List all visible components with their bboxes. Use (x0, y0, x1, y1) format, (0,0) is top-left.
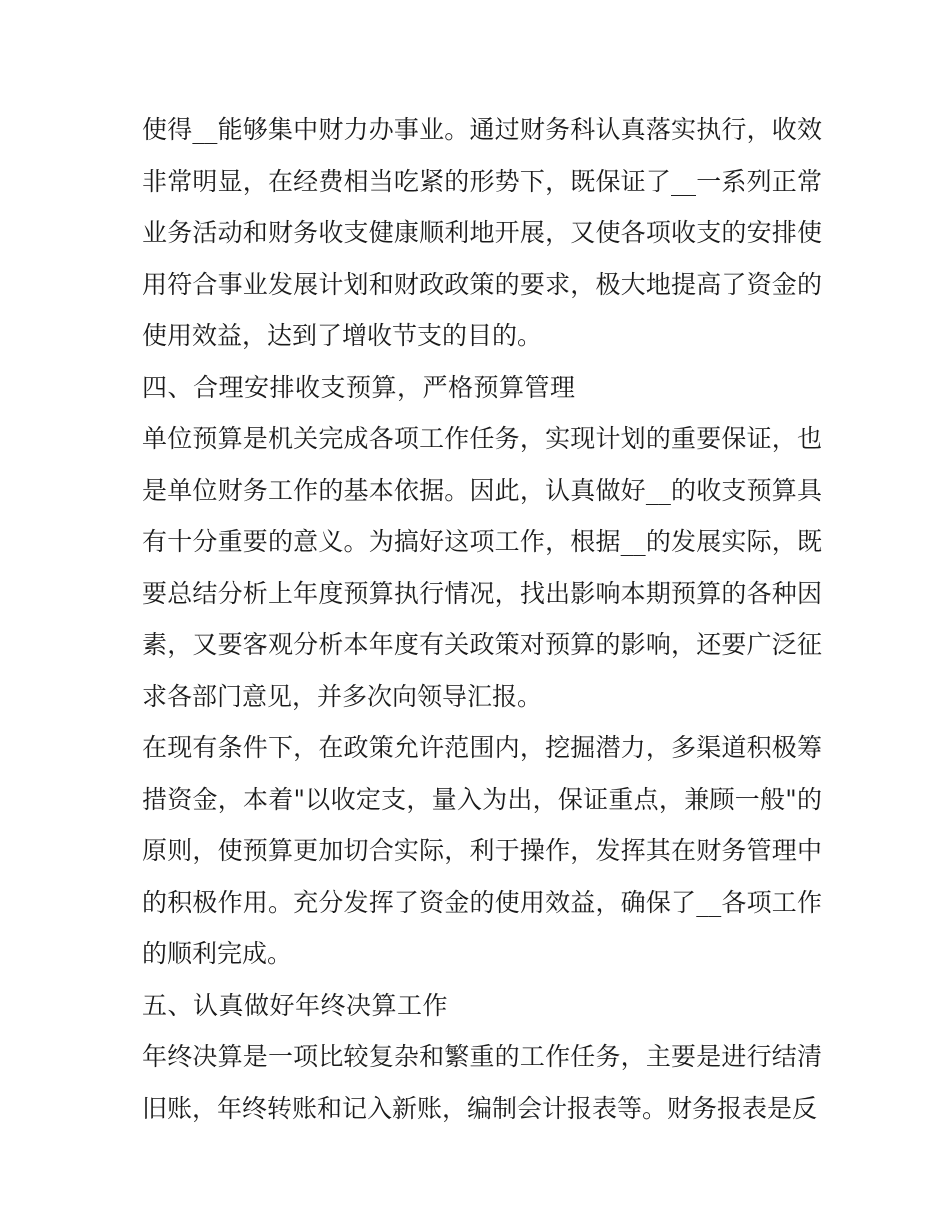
section-heading-budget: 四、合理安排收支预算，严格预算管理 (142, 372, 576, 402)
paragraph-unit-budget: 单位预算是机关完成各项工作任务，实现计划的重要保证，也是单位财务工作的基本依据。因此，认真做好__的收支预算具有十分重要的意义。为搞好这项工作，根据__的发展实际，既要总结分析上年度预算执行情况，找出影响本期预算的各种因素，又要客观分析本年度有关政策对预算的影响，还要广泛征求各部门意见，并多次向领导汇报。 (142, 424, 822, 711)
document-body (142, 104, 822, 1134)
paragraph-fund-concentration: 使得__能够集中财力办事业。通过财务科认真落实执行，收效非常明显，在经费相当吃紧的形势下，既保证了__一系列正常业务活动和财务收支健康顺利地开展，又使各项收支的安排使用符合事业发展计划和财政政策的要求，极大地提高了资金的使用效益，达到了增收节支的目的。 (142, 115, 822, 350)
paragraph-year-end-accounts: 年终决算是一项比较复杂和繁重的工作任务，主要是进行结清旧账，年终转账和记入新账，编制会计报表等。财务报表是反 (142, 1042, 822, 1123)
section-heading-final-accounts: 五、认真做好年终决算工作 (142, 990, 449, 1020)
paragraph-fundraising: 在现有条件下，在政策允许范围内，挖掘潜力，多渠道积极筹措资金，本着"以收定支，量入为出，保证重点，兼顾一般"的原则，使预算更加切合实际，利于操作，发挥其在财务管理中的积极作用。充分发挥了资金的使用效益，确保了__各项工作的顺利完成。 (142, 733, 822, 968)
